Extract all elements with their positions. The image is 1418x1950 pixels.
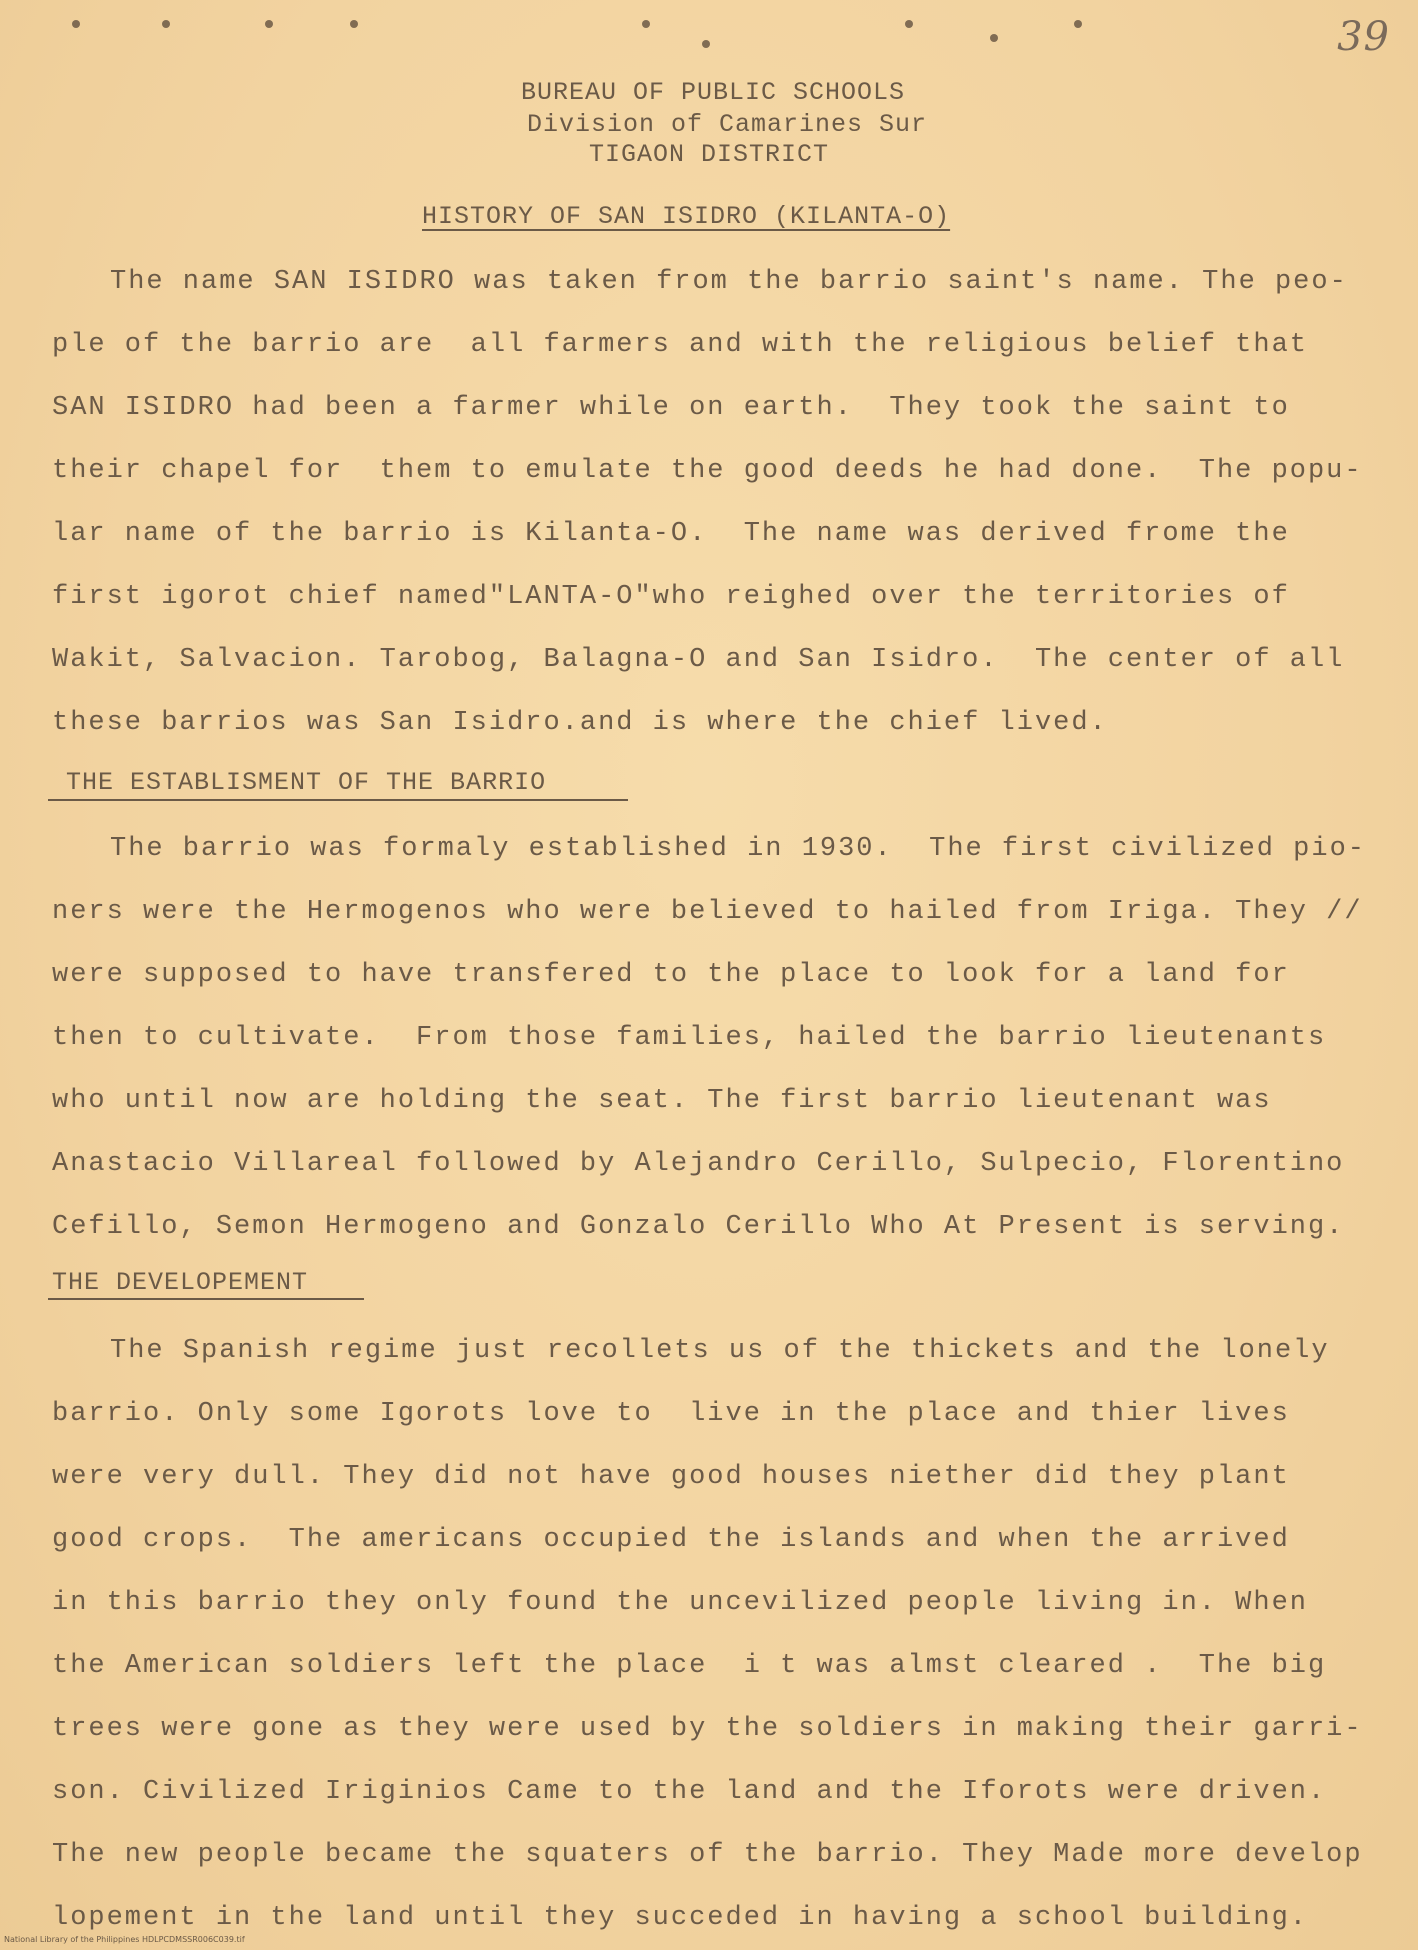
punch-mark (72, 20, 80, 28)
punch-mark (265, 20, 273, 28)
text-line: The Spanish regime just recollets us of the thickets and the lonely (110, 1336, 1330, 1366)
intro-paragraph (52, 251, 1392, 755)
text-line: good crops. The americans occupied the islands and when the arrived (52, 1525, 1290, 1555)
text-line: the American soldiers left the place i t was almst cleared . The big (52, 1651, 1327, 1681)
text-line: ners were the Hermogenos who were believed to hailed from Iriga. They // (52, 897, 1363, 927)
header-division: Division of Camarines Sur (526, 110, 928, 139)
development-paragraph (52, 1320, 1392, 1950)
text-line: Anastacio Villareal followed by Alejandro Cerillo, Sulpecio, Florentino (52, 1149, 1345, 1179)
text-line: son. Civilized Iriginios Came to the land and the Iforots were driven. (52, 1777, 1327, 1807)
punch-mark (1074, 20, 1082, 28)
section-underline (48, 799, 628, 801)
text-line: then to cultivate. From those families, hailed the barrio lieutenants (52, 1023, 1327, 1053)
section-underline (48, 1298, 364, 1300)
establishment-paragraph (52, 818, 1392, 1259)
section-heading-development: THE DEVELOPEMENT (52, 1268, 309, 1297)
text-line: their chapel for them to emulate the good deeds he had done. The popu- (52, 456, 1363, 486)
section-heading-establishment: THE ESTABLISMENT OF THE BARRIO (66, 768, 547, 797)
text-line: who until now are holding the seat. The first barrio lieutenant was (52, 1086, 1272, 1116)
text-line: barrio. Only some Igorots love to live in the place and thier lives (52, 1399, 1290, 1429)
text-line: The new people became the squaters of the barrio. They Made more develop (52, 1840, 1363, 1870)
page-number: 39 (1337, 14, 1390, 60)
punch-mark (350, 20, 358, 28)
text-line: lopement in the land until they succeded in having a school building. (52, 1903, 1308, 1933)
text-line: were very dull. They did not have good houses niether did they plant (52, 1462, 1290, 1492)
text-line: Cefillo, Semon Hermogeno and Gonzalo Cerillo Who At Present is serving. (52, 1212, 1345, 1242)
header-bureau: BUREAU OF PUBLIC SCHOOLS (520, 78, 906, 107)
text-line: ple of the barrio are all farmers and with the religious belief that (52, 330, 1308, 360)
text-line: The barrio was formaly established in 1930. The first civilized pio- (110, 834, 1366, 864)
text-line: lar name of the barrio is Kilanta-O. The name was derived frome the (52, 519, 1290, 549)
punch-mark (905, 20, 913, 28)
punch-mark (990, 34, 998, 42)
text-line: in this barrio they only found the uncevilized people living in. When (52, 1588, 1308, 1618)
text-line: these barrios was San Isidro.and is where the chief lived. (52, 708, 1108, 738)
text-line: first igorot chief named"LANTA-O"who reighed over the territories of (52, 582, 1290, 612)
document-title: HISTORY OF SAN ISIDRO (KILANTA-O) (422, 202, 951, 231)
text-line: were supposed to have transfered to the place to look for a land for (52, 960, 1290, 990)
text-line: The name SAN ISIDRO was taken from the barrio saint's name. The peo- (110, 267, 1348, 297)
punch-mark (702, 40, 710, 48)
text-line: Wakit, Salvacion. Tarobog, Balagna-O and San Isidro. The center of all (52, 645, 1345, 675)
punch-mark (162, 20, 170, 28)
text-line: SAN ISIDRO had been a farmer while on earth. They took the saint to (52, 393, 1290, 423)
header-district: TIGAON DISTRICT (588, 140, 830, 169)
text-line: trees were gone as they were used by the soldiers in making their garri- (52, 1714, 1363, 1744)
archive-footer: National Library of the Philippines HDLPCDMSSR006C039.tif (4, 1935, 245, 1944)
punch-mark (642, 20, 650, 28)
